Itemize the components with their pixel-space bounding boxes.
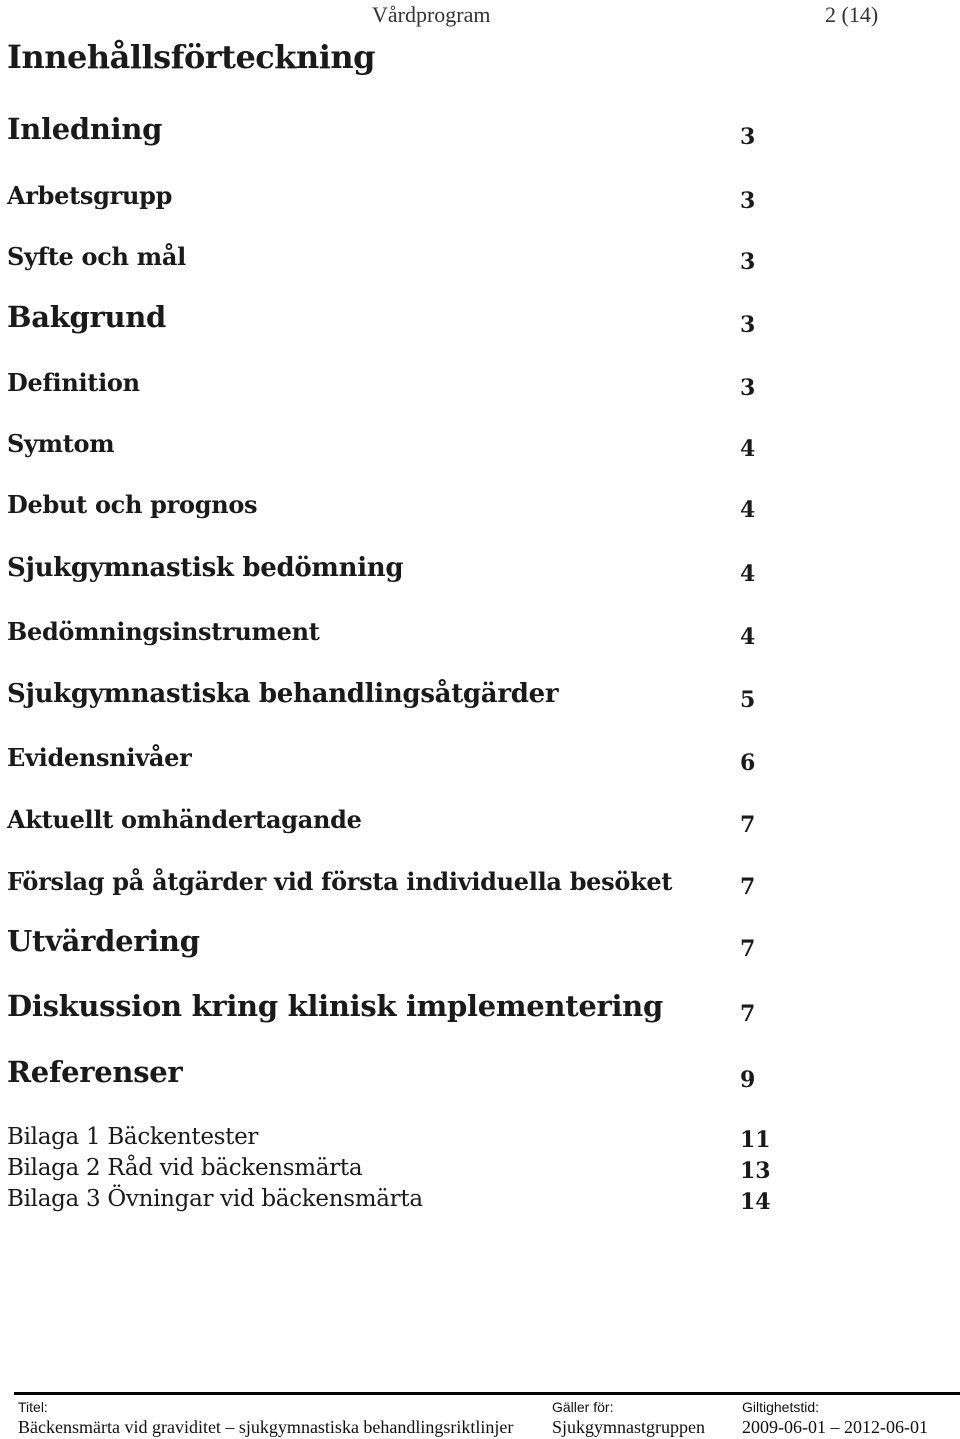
toc-entry-label: Referenser — [7, 1055, 183, 1089]
toc-entry-definition[interactable] — [7, 357, 907, 401]
toc-entry-page: 7 — [740, 936, 756, 962]
appendix-page: 13 — [740, 1158, 771, 1184]
toc-entry-debut[interactable] — [7, 479, 907, 523]
toc-appendix-2[interactable] — [7, 1151, 907, 1184]
footer-applies-label: Gäller för: — [552, 1399, 614, 1415]
toc-entry-label: Sjukgymnastiska behandlingsåtgärder — [7, 679, 559, 709]
footer-divider — [14, 1392, 960, 1395]
appendix-page: 11 — [740, 1127, 771, 1153]
toc-entry-bakgrund[interactable] — [7, 294, 907, 338]
toc-entry-page: 4 — [740, 436, 756, 462]
toc-entry-page: 4 — [740, 561, 756, 587]
toc-entry-label: Debut och prognos — [7, 490, 258, 519]
appendix-label: Bilaga 3 Övningar vid bäckensmärta — [7, 1186, 423, 1212]
toc-entry-page: 3 — [740, 249, 756, 275]
toc-entry-page: 7 — [740, 1001, 756, 1027]
toc-entry-label: Sjukgymnastisk bedömning — [7, 553, 404, 583]
toc-entry-label: Bakgrund — [7, 300, 166, 334]
toc-entry-page: 3 — [740, 375, 756, 401]
toc-entry-referenser[interactable] — [7, 1049, 907, 1093]
toc-entry-label: Evidensnivåer — [7, 743, 192, 772]
footer-validity-label: Giltighetstid: — [742, 1399, 820, 1415]
toc-entry-utvardering[interactable] — [7, 918, 907, 962]
header-program: Vårdprogram — [372, 2, 491, 27]
toc-entry-page: 4 — [740, 497, 756, 523]
toc-entry-bedomning[interactable] — [7, 543, 907, 587]
toc-title: Innehållsförteckning — [7, 38, 376, 76]
toc-entry-label: Inledning — [7, 112, 163, 146]
toc-entry-evidensnivaer[interactable] — [7, 732, 907, 776]
toc-entry-label: Syfte och mål — [7, 242, 186, 271]
toc-entry-label: Utvärdering — [7, 924, 200, 958]
toc-entry-label: Symtom — [7, 429, 115, 458]
header-page-indicator: 2 (14) — [825, 2, 879, 27]
footer-title-label: Titel: — [18, 1399, 48, 1415]
toc-entry-page: 7 — [740, 874, 756, 900]
toc-entry-label: Bedömningsinstrument — [7, 617, 320, 646]
toc-entry-syfte[interactable] — [7, 231, 907, 275]
appendix-page: 14 — [740, 1189, 771, 1215]
toc-entry-label: Definition — [7, 368, 140, 397]
toc-entry-inledning[interactable] — [7, 106, 907, 150]
appendix-label: Bilaga 1 Bäckentester — [7, 1124, 259, 1150]
toc-entry-symtom[interactable] — [7, 418, 907, 462]
toc-entry-label: Förslag på åtgärder vid första individuella besöket — [7, 867, 673, 896]
toc-entry-page: 5 — [740, 687, 756, 713]
toc-appendix-1[interactable] — [7, 1120, 907, 1153]
toc-entry-page: 7 — [740, 812, 756, 838]
toc-entry-page: 3 — [740, 124, 756, 150]
toc-entry-forslag[interactable] — [7, 856, 907, 900]
appendix-label: Bilaga 2 Råd vid bäckensmärta — [7, 1155, 363, 1181]
toc-entry-behandlingsatgarder[interactable] — [7, 669, 907, 713]
toc-entry-page: 6 — [740, 750, 756, 776]
toc-entry-label: Aktuellt omhändertagande — [7, 805, 362, 834]
toc-entry-arbetsgrupp[interactable] — [7, 170, 907, 214]
toc-entry-page: 3 — [740, 188, 756, 214]
toc-entry-page: 4 — [740, 624, 756, 650]
toc-entry-aktuellt[interactable] — [7, 794, 907, 838]
toc-entry-page: 9 — [740, 1067, 756, 1093]
toc-entry-label: Diskussion kring klinisk implementering — [7, 989, 663, 1023]
toc-entry-bedomningsinstrument[interactable] — [7, 606, 907, 650]
toc-entry-page: 3 — [740, 312, 756, 338]
footer-title-value: Bäckensmärta vid graviditet – sjukgymnastiska behandlingsriktlinjer — [18, 1417, 514, 1437]
toc-entry-diskussion[interactable] — [7, 983, 907, 1027]
footer-validity-value: 2009-06-01 – 2012-06-01 — [742, 1417, 928, 1437]
toc-appendix-3[interactable] — [7, 1182, 907, 1215]
toc-entry-label: Arbetsgrupp — [7, 181, 173, 210]
footer-applies-value: Sjukgymnastgruppen — [552, 1417, 705, 1437]
